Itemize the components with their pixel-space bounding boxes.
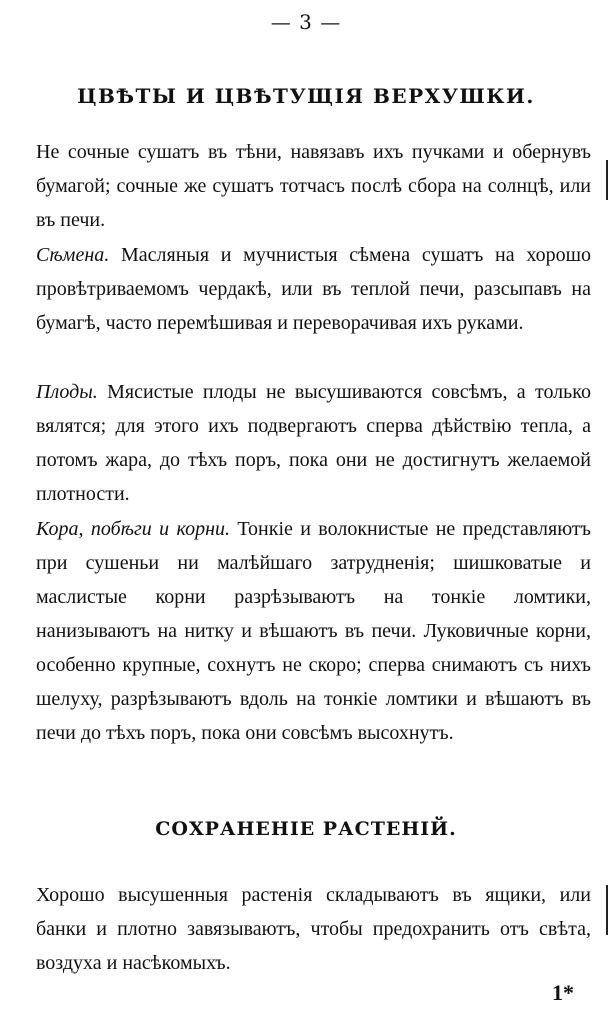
paragraph-seeds [36,238,591,340]
page-edge-mark [606,160,608,200]
paragraph-fruits [36,375,591,511]
paragraph-lead-seeds: Сѣмена. [36,244,110,266]
paragraph-bark [36,512,591,750]
paragraph-lead-bark: Кора, побѣги и корни. [36,518,230,540]
paragraph-lead-fruits: Плоды. [36,381,98,403]
paragraph-storage: Хорошо высушенныя растенія складываютъ въ ящики, или банки и плотно завязываютъ, чтобы предохранить отъ свѣта, воздуха и насѣкомыхъ. [36,884,591,974]
paragraph-text-fruits: Мясистые плоды не высушиваются совсѣмъ, а только вялятся; для этого ихъ подвергаютъ сперва дѣйствію тепла, а потомъ жара, до тѣхъ поръ, пока они не достигнутъ желаемой плотности. [36,381,591,505]
section-heading-storage: СОХРАНЕНІЕ РАСТЕНІЙ. [155,818,457,840]
paragraph-flowers: Не сочные сушатъ въ тѣни, навязавъ ихъ пучками и обернувъ бумагой; сочные же сушатъ тотчасъ послѣ сбора на солнцѣ, или въ печи. [36,141,591,231]
paragraph-text-seeds: Масляныя и мучнистыя сѣмена сушатъ на хорошо провѣтриваемомъ чердакѣ, или въ теплой печи, разсыпавъ на бумагѣ, часто перемѣшивая и переворачивая ихъ руками. [36,244,591,334]
section-heading-flowers: ЦВѢТЫ И ЦВѢТУЩІЯ ВЕРХУШКИ. [77,84,535,108]
page-number: — 3 — [270,10,342,34]
paragraph-text-bark: Тонкіе и волокнистые не представляютъ при сушеньи ни малѣйшаго затрудненія; шишковатые и маслистые корни разрѣзываютъ на тонкіе ломтики, нанизываютъ на нитку и вѣшаютъ въ печи. Луковичные корни, особенно крупные, сохнутъ не скоро; сперва снимаютъ съ нихъ шелуху, разрѣзываютъ вдоль на тонкіе ломтики и вѣшаютъ въ печи до тѣхъ поръ, пока они совсѣмъ высохнутъ. [36,518,591,744]
page-edge-mark [606,885,608,935]
signature-mark: 1* [552,980,574,1005]
